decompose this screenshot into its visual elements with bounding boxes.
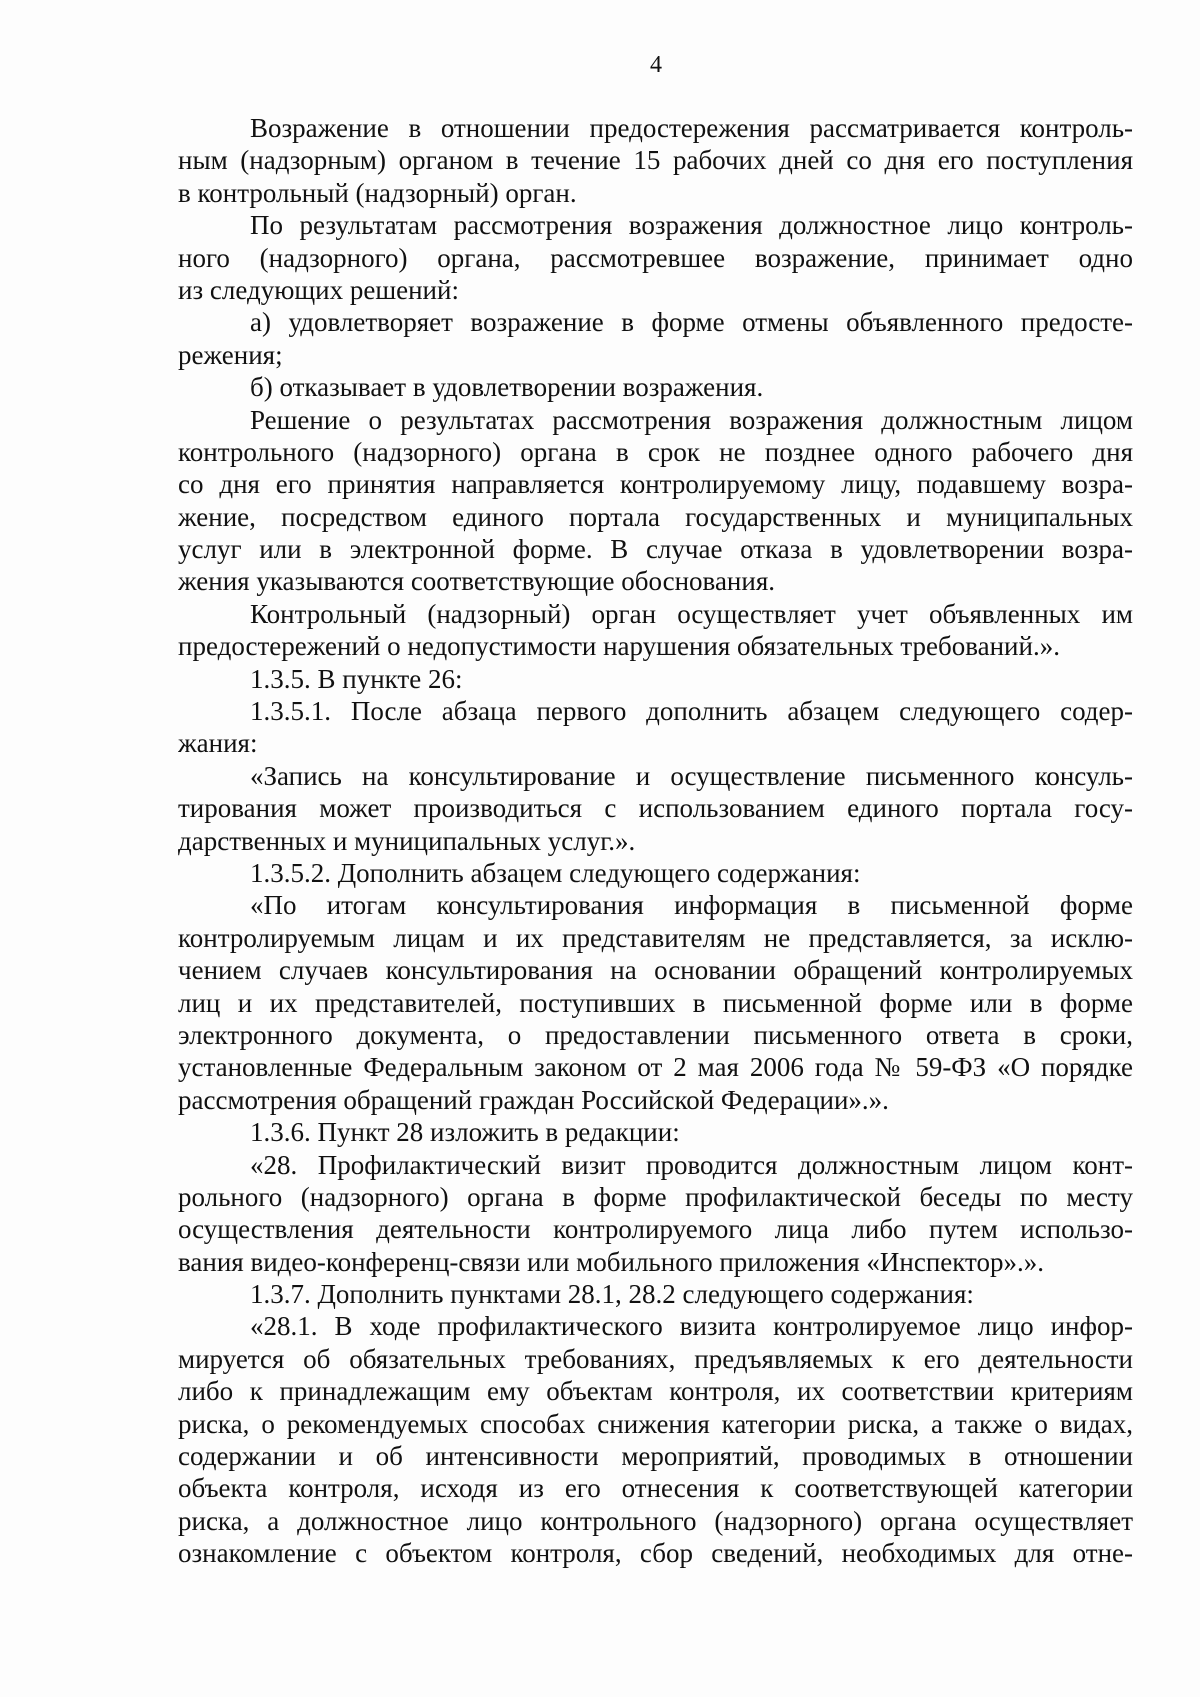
text-line: б) отказывает в удовлетворении возражения. (250, 372, 764, 403)
text-line: риска, а должностное лицо контрольного (надзорного) органа осуществляет (178, 1505, 1133, 1536)
text-line: электронного документа, о предоставлении письменного ответа в сроки, (178, 1019, 1133, 1050)
text-line: предостережений о недопустимости нарушения обязательных требований.». (178, 631, 1060, 662)
text-line: чением случаев консультирования на основании обращений контролируемых (178, 955, 1133, 986)
text-line: осуществления деятельности контролируемого лица либо путем использо- (178, 1214, 1133, 1245)
text-line: ознакомление с объектом контроля, сбор сведений, необходимых для отне- (178, 1538, 1133, 1569)
text-line: мируется об обязательных требованиях, предъявляемых к его деятельности (178, 1343, 1133, 1374)
text-line: рольного (надзорного) органа в форме профилактической беседы по месту (178, 1181, 1133, 1212)
text-line: «28.1. В ходе профилактического визита контролируемое лицо инфор- (250, 1311, 1133, 1342)
text-line: установленные Федеральным законом от 2 мая 2006 года № 59-ФЗ «О порядке (178, 1052, 1133, 1083)
text-line: лиц и их представителей, поступивших в письменной форме или в форме (178, 987, 1133, 1018)
text-line: режения; (178, 339, 283, 370)
text-line: риска, о рекомендуемых способах снижения категории риска, а также о видах, (178, 1408, 1133, 1439)
text-line: из следующих решений: (178, 274, 459, 305)
text-line: в контрольный (надзорный) орган. (178, 177, 577, 208)
text-line: «28. Профилактический визит проводится должностным лицом конт- (250, 1149, 1133, 1180)
text-line: либо к принадлежащим ему объектам контроля, их соответствии критериям (178, 1376, 1133, 1407)
text-line: «По итогам консультирования информация в письменной форме (250, 890, 1133, 921)
text-line: Контрольный (надзорный) орган осуществляет учет объявленных им (250, 598, 1133, 629)
text-line: «Запись на консультирование и осуществление письменного консуль- (250, 760, 1133, 791)
text-line: 1.3.5. В пункте 26: (250, 663, 463, 694)
text-line: ного (надзорного) органа, рассмотревшее возражение, принимает одно (178, 242, 1133, 273)
text-line: контролируемым лицам и их представителям не представляется, за исклю- (178, 922, 1133, 953)
text-line: объекта контроля, исходя из его отнесения к соответствующей категории (178, 1473, 1133, 1504)
text-line: жания: (178, 728, 258, 759)
text-line: 1.3.7. Дополнить пунктами 28.1, 28.2 следующего содержания: (250, 1279, 974, 1310)
text-line: услуг или в электронной форме. В случае отказа в удовлетворении возра- (178, 534, 1133, 565)
text-line: тирования может производиться с использованием единого портала госу- (178, 793, 1133, 824)
text-line: жение, посредством единого портала государственных и муниципальных (178, 501, 1133, 532)
text-line: 1.3.5.1. После абзаца первого дополнить абзацем следующего содер- (250, 696, 1133, 727)
text-line: рассмотрения обращений граждан Российской Федерации».». (178, 1084, 889, 1115)
text-line: содержании и об интенсивности мероприятий, проводимых в отношении (178, 1441, 1133, 1472)
text-line: 1.3.5.2. Дополнить абзацем следующего содержания: (250, 857, 861, 888)
text-line: жения указываются соответствующие обоснования. (178, 566, 775, 597)
text-line: контрольного (надзорного) органа в срок не позднее одного рабочего дня (178, 436, 1133, 467)
text-line: а) удовлетворяет возражение в форме отмены объявленного предосте- (250, 307, 1133, 338)
text-line: По результатам рассмотрения возражения должностное лицо контроль- (250, 210, 1133, 241)
text-line: ным (надзорным) органом в течение 15 рабочих дней со дня его поступления (178, 145, 1133, 176)
text-line: дарственных и муниципальных услуг.». (178, 825, 636, 856)
text-line: со дня его принятия направляется контролируемому лицу, подавшему возра- (178, 469, 1133, 500)
document-body (178, 112, 1133, 1570)
page-number: 4 (650, 52, 662, 78)
text-line: вания видео-конференц-связи или мобильного приложения «Инспектор».». (178, 1246, 1044, 1277)
text-line: Решение о результатах рассмотрения возражения должностным лицом (250, 404, 1133, 435)
text-line: Возражение в отношении предостережения рассматривается контроль- (250, 113, 1133, 143)
text-line: 1.3.6. Пункт 28 изложить в редакции: (250, 1117, 680, 1148)
